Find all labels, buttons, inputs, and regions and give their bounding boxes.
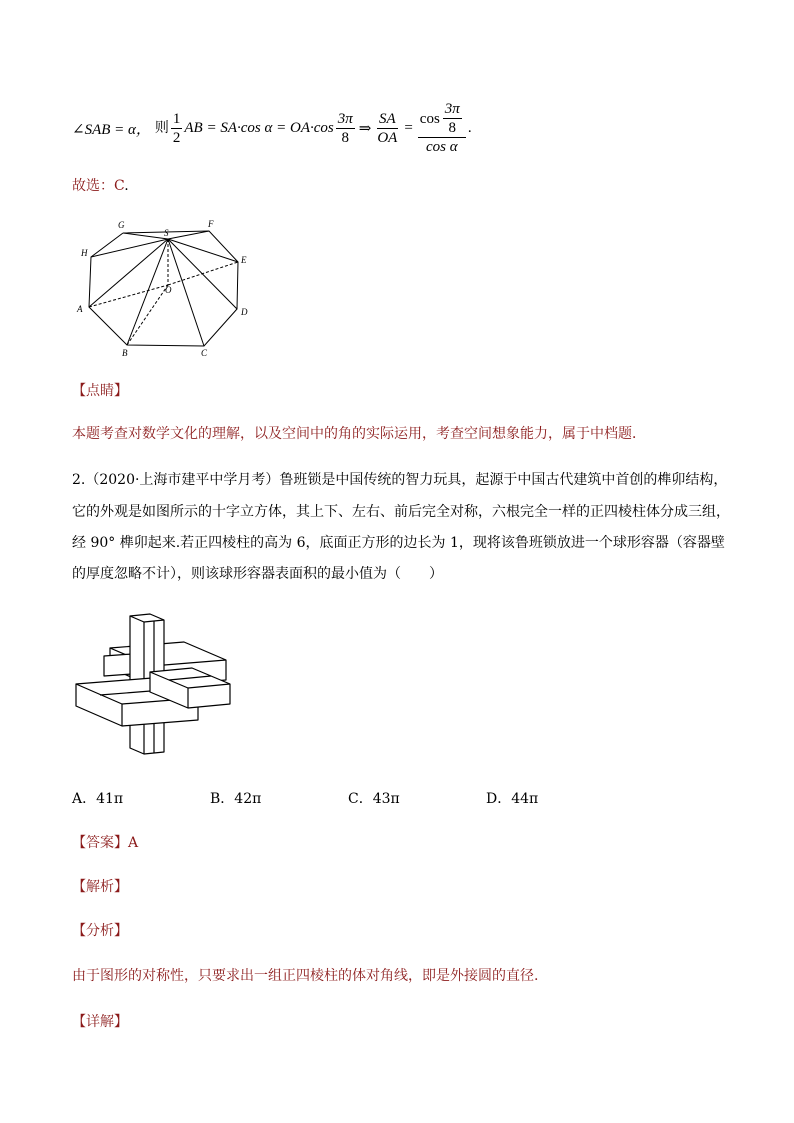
question-line-1: 2.（2020·上海市建平中学月考）鲁班锁是中国传统的智力玩具，起源于中国古代建筑中首创的榫卯结构，: [72, 472, 728, 488]
question-line-2: 它的外观是如图所示的十字立方体，其上下、左右、前后完全对称，六根完全一样的正四棱柱体分成三组，: [72, 504, 730, 520]
three-pi-over-8-fraction: $\frac{3\pi}{8}$: [337, 110, 353, 146]
label-a: A: [77, 304, 83, 314]
answer-line: [72, 832, 138, 852]
formula-end: .: [467, 119, 472, 136]
sa-over-oa-fraction: $\frac{SA}{OA}$: [377, 110, 398, 146]
half-fraction: $\frac{1}{2}$: [172, 110, 181, 146]
fenxi-text: 由于图形的对称性，只要求出一组正四棱柱的体对角线，即是外接圆的直径.: [72, 968, 539, 984]
option-a[interactable]: A．41π: [72, 791, 124, 807]
label-f: F: [208, 219, 214, 229]
comment-text: 本题考查对数学文化的理解，以及空间中的角的实际运用，考查空间想象能力，属于中档题．: [72, 426, 646, 442]
label-s: S: [164, 228, 169, 238]
fenxi-heading: 【分析】: [72, 923, 128, 939]
option-d[interactable]: D．44π: [486, 791, 539, 807]
answer-value: A: [128, 835, 139, 851]
option-b[interactable]: B．42π: [210, 791, 262, 807]
luban-lock-figure: [72, 610, 237, 760]
formula-line: [72, 98, 472, 158]
analysis-heading: 【解析】: [72, 879, 128, 895]
angle-definition: ∠SAB = α，: [72, 121, 151, 138]
label-b: B: [122, 348, 128, 358]
label-c: C: [201, 348, 208, 358]
label-e: E: [241, 255, 247, 265]
label-h: H: [81, 248, 88, 258]
equals-sign: =: [404, 119, 413, 136]
then-word: 则: [154, 120, 169, 136]
label-o: O: [165, 285, 172, 295]
octagonal-pyramid-figure: [70, 215, 270, 360]
choice-line: 故选：C.: [72, 178, 129, 194]
answer-label: 【答案】: [72, 835, 128, 851]
label-d: D: [241, 307, 248, 317]
option-c[interactable]: C．43π: [348, 791, 400, 807]
implies-symbol: ⇒: [358, 120, 372, 137]
cos-ratio-fraction: cos $\frac{3\pi}{8}$ cos α: [418, 100, 466, 156]
comment-heading: 【点睛】: [72, 383, 128, 399]
question-line-3: 经 90° 榫卯起来.若正四棱柱的高为 6，底面正方形的边长为 1，现将该鲁班锁放进一个球形容器（容器壁: [72, 535, 725, 551]
equation-part1: AB = SA·cos α = OA·cos: [184, 119, 334, 136]
question-line-4: 的厚度忽略不计），则该球形容器表面积的最小值为（ ）: [72, 566, 443, 582]
detail-heading: 【详解】: [72, 1014, 128, 1030]
label-g: G: [118, 220, 125, 230]
